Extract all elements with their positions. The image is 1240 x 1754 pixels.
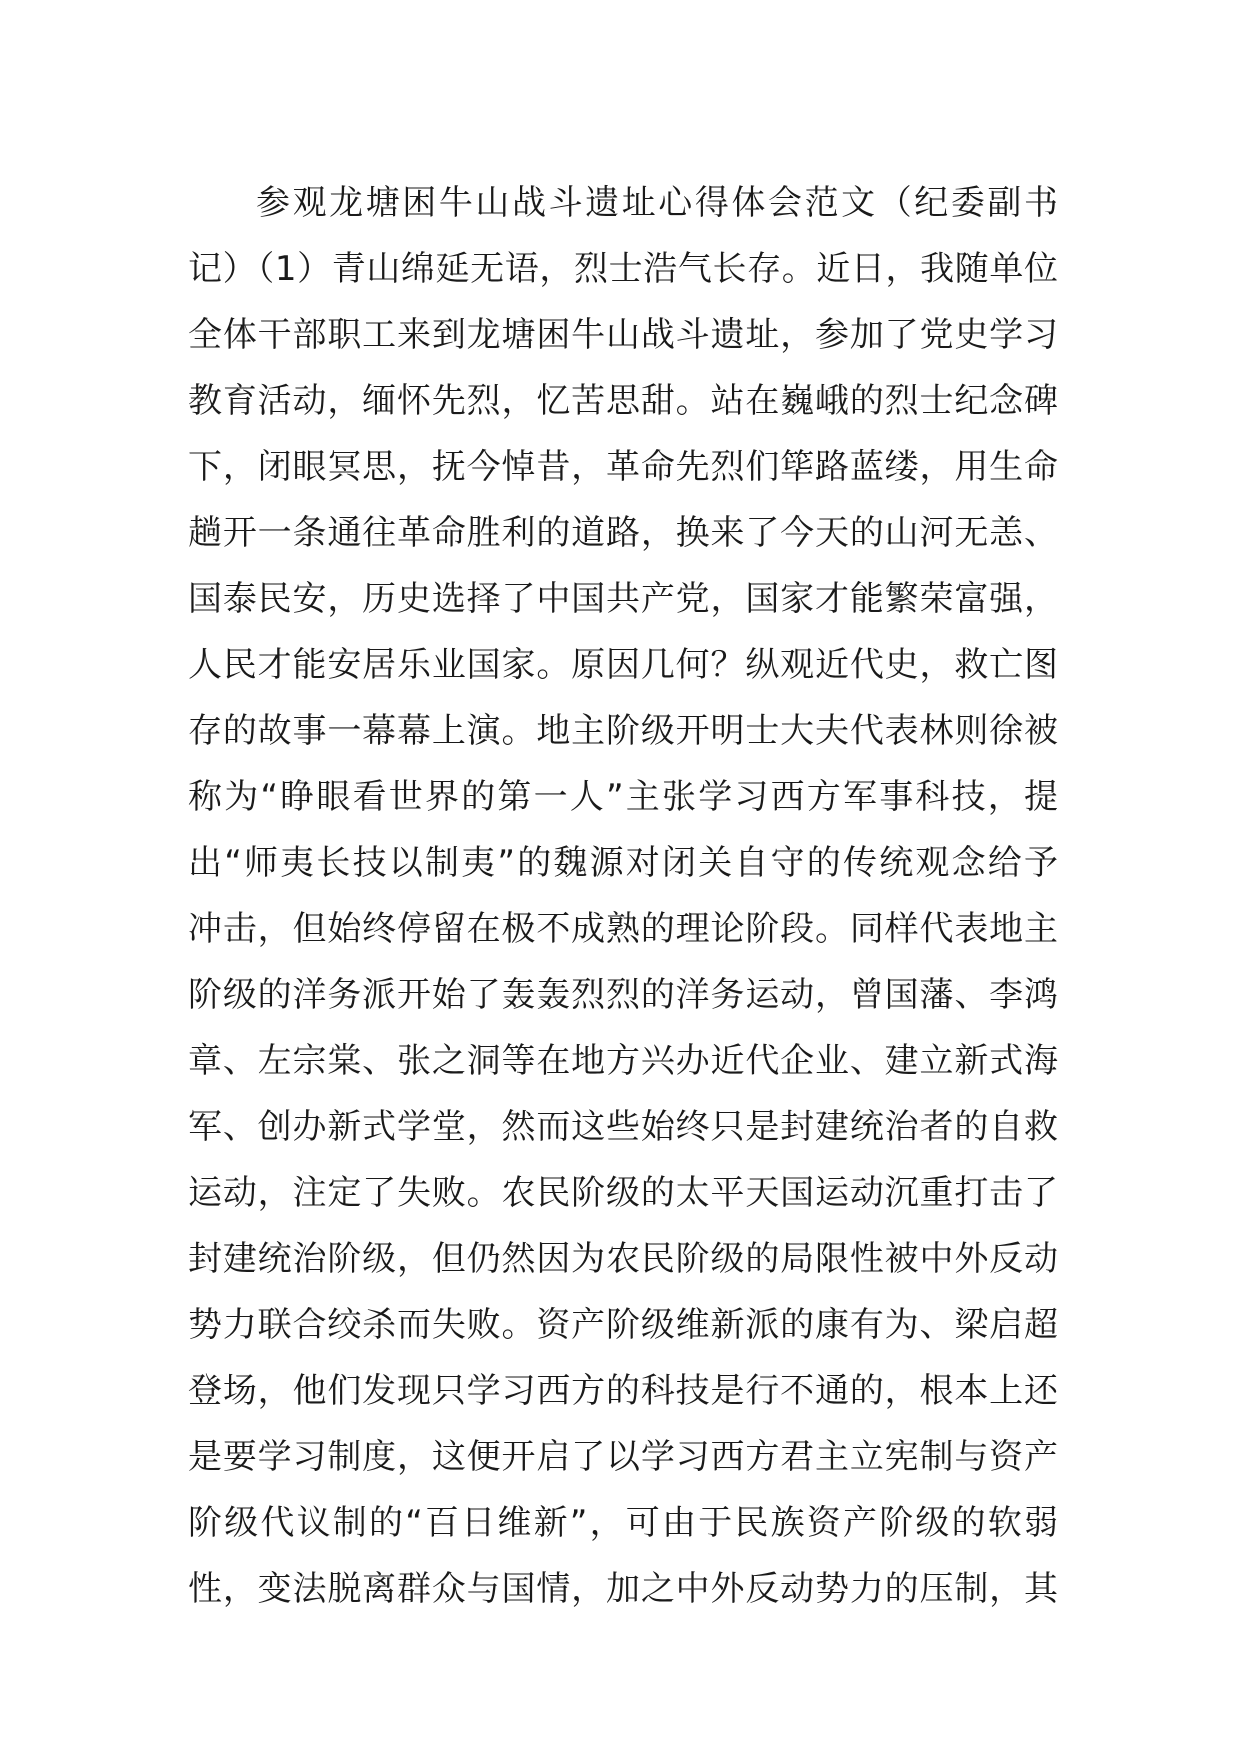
text-line: 运动，注定了失败。农民阶级的太平天国运动沉重打击了 xyxy=(188,1173,1058,1213)
text-line: 封建统治阶级，但仍然因为农民阶级的局限性被中外反动 xyxy=(188,1239,1058,1279)
text-line: 教育活动，缅怀先烈，忆苦思甜。站在巍峨的烈士纪念碑 xyxy=(188,381,1058,421)
text-line: 全体干部职工来到龙塘困牛山战斗遗址，参加了党史学习 xyxy=(188,315,1058,355)
text-line: 存的故事一幕幕上演。地主阶级开明士大夫代表林则徐被 xyxy=(188,711,1058,751)
text-line: 势力联合绞杀而失败。资产阶级维新派的康有为、梁启超 xyxy=(188,1305,1058,1345)
text-line: 称为“睁眼看世界的第一人”主张学习西方军事科技，提 xyxy=(188,777,1058,817)
body-paragraph xyxy=(188,170,1058,1622)
text-line: 登场，他们发现只学习西方的科技是行不通的，根本上还 xyxy=(188,1371,1058,1411)
text-line: 阶级代议制的“百日维新”，可由于民族资产阶级的软弱 xyxy=(188,1503,1058,1543)
text-line: 性，变法脱离群众与国情，加之中外反动势力的压制，其 xyxy=(188,1569,1058,1609)
text-line: 出“师夷长技以制夷”的魏源对闭关自守的传统观念给予 xyxy=(188,843,1058,883)
text-line: 趟开一条通往革命胜利的道路，换来了今天的山河无恙、 xyxy=(188,513,1058,553)
text-line: 下，闭眼冥思，抚今悼昔，革命先烈们筚路蓝缕，用生命 xyxy=(188,447,1058,487)
text-line: 国泰民安，历史选择了中国共产党，国家才能繁荣富强， xyxy=(188,579,1058,619)
text-line: 记）（1）青山绵延无语，烈士浩气长存。近日，我随单位 xyxy=(188,249,1058,289)
text-line: 军、创办新式学堂，然而这些始终只是封建统治者的自救 xyxy=(188,1107,1058,1147)
text-line: 参观龙塘困牛山战斗遗址心得体会范文（纪委副书 xyxy=(256,183,1058,223)
text-line: 人民才能安居乐业国家。原因几何？纵观近代史，救亡图 xyxy=(188,645,1058,685)
text-line: 是要学习制度，这便开启了以学习西方君主立宪制与资产 xyxy=(188,1437,1058,1477)
text-line: 章、左宗棠、张之洞等在地方兴办近代企业、建立新式海 xyxy=(188,1041,1058,1081)
text-line: 冲击，但始终停留在极不成熟的理论阶段。同样代表地主 xyxy=(188,909,1058,949)
text-line: 阶级的洋务派开始了轰轰烈烈的洋务运动，曾国藩、李鸿 xyxy=(188,975,1058,1015)
